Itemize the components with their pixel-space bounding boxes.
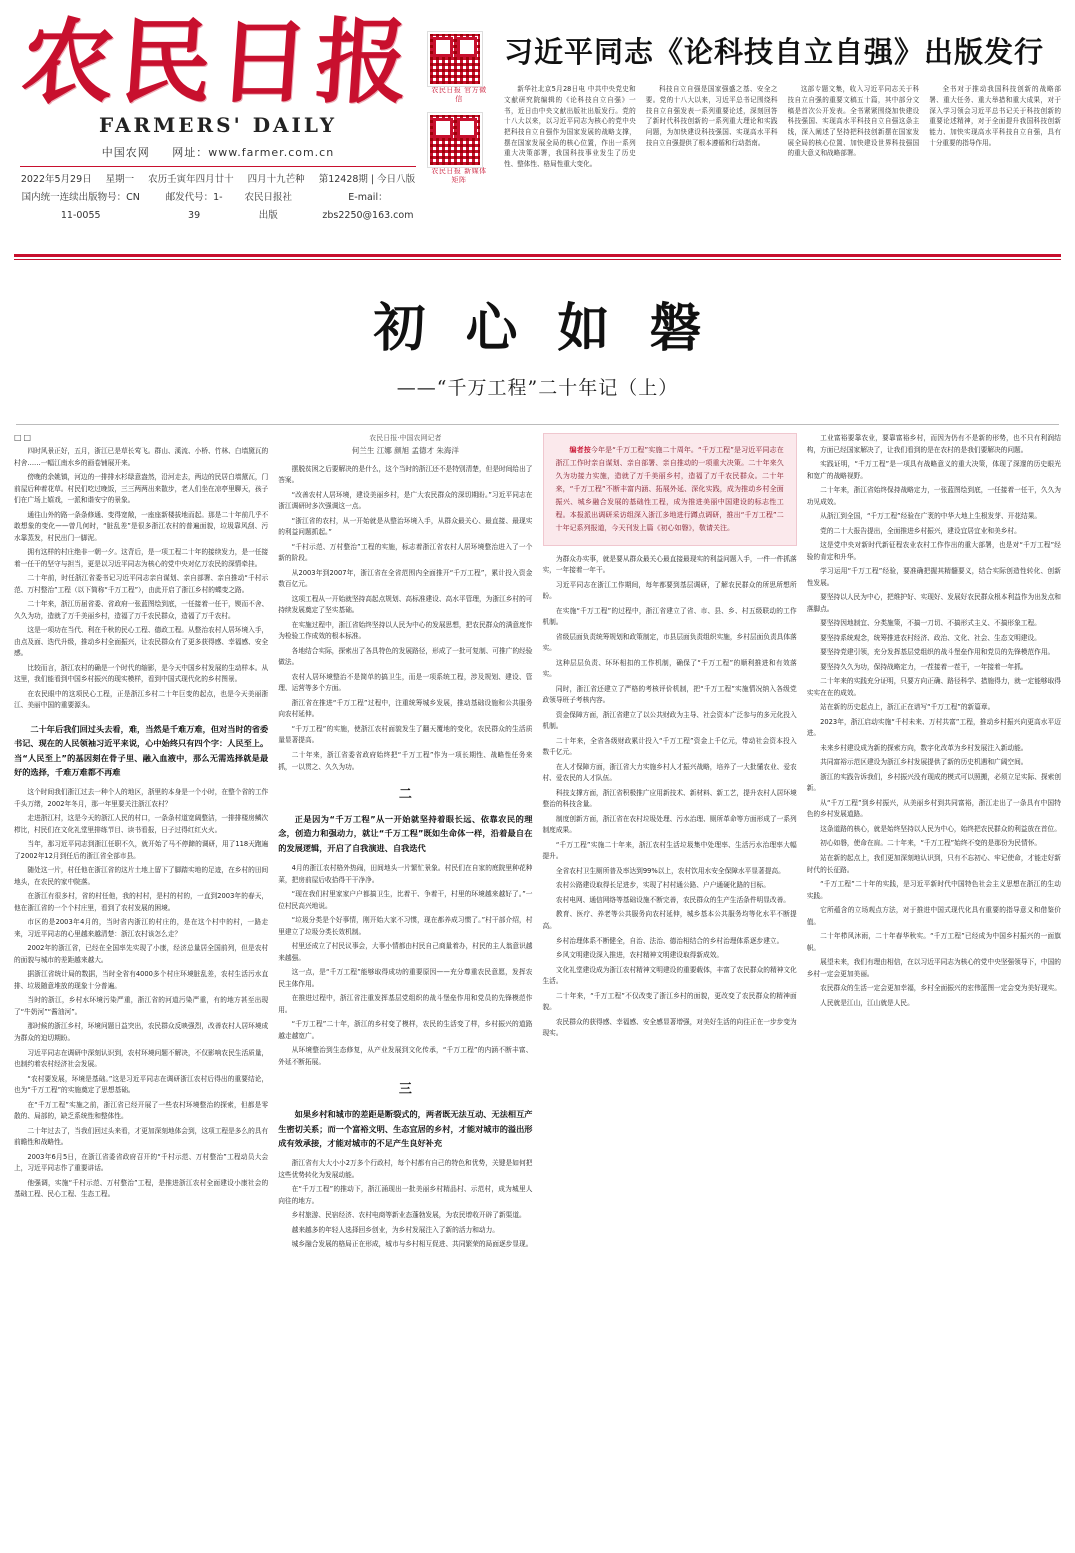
masthead-site-line <box>14 144 422 160</box>
paragraph: 拥有这样的村庄绝非一朝一夕。这背后，是一项工程二十年的接续发力，是一任接着一任干的坚守与担当，更是以习近平同志为核心的党中央对亿万农民的深情牵挂。 <box>14 548 269 568</box>
article-body <box>14 433 1061 1553</box>
paragraph: 随处这一片，村任他在浙江省的这片土地上留下了脚踏实地的足迹，在乡村的田间地头，在农民的家中院落。 <box>14 866 269 886</box>
paragraph: “千万工程”实施二十年来，浙江农村生活垃圾集中处理率、生活污水治理率大幅提升。 <box>542 840 797 861</box>
column-corner-mark: □□ <box>14 433 34 442</box>
paragraph: 它所蕴含的立场观点方法，对于推进中国式现代化具有重要的指导意义和借鉴价值。 <box>806 906 1061 926</box>
paragraph: 乡村旅游、民宿经济、农村电商等新业态蓬勃发展，为农民增收开辟了新渠道。 <box>291 1211 526 1220</box>
paragraph: 农民群众的获得感、幸福感、安全感显著增强，对美好生活的向往正在一步步变为现实。 <box>542 1017 797 1038</box>
masthead-meta <box>14 171 422 225</box>
paragraph: 在“千万工程”实施之前，浙江省已经开展了一些农村环境整治的探索，但都是零散的、局部的，缺乏系统性和整体性。 <box>14 1100 269 1121</box>
contact-email[interactable]: E-mail：zbs2250@163.com <box>322 191 414 221</box>
paragraph: “现在我们村里家家户户都搞卫生，比着干、争着干，村里的环境越来越好了。”一位村民高兴地说。 <box>278 890 533 910</box>
paragraph: 展望未来，我们有理由相信，在以习近平同志为核心的党中央坚强领导下，中国的乡村一定会更加美丽。 <box>806 958 1061 978</box>
lead-story-paragraph: 全书对于推动我国科技创新的战略部署、重大任务、重大举措和重大成果，对于深入学习领会习近平总书记关于科技创新的重要论述精神，对于全面提升我国科技创新能力、加快实现高水平科技自立自强，具有十分重要的指导作用。 <box>929 85 1061 147</box>
solar-term: 四月十九芒种 <box>247 173 305 185</box>
paragraph: 村里还成立了村民议事会，大事小情都由村民自己商量着办，村民的主人翁意识越来越强。 <box>278 942 533 962</box>
paragraph: 浙江的实践告诉我们，乡村振兴没有现成的模式可以照搬，必须立足实际、探索创新。 <box>806 772 1061 793</box>
paragraph: 农村电网、通信网络等基础设施不断完善，农民群众的生产生活条件明显改善。 <box>555 895 790 904</box>
qr-wechat-group[interactable] <box>428 32 490 105</box>
paragraph: 人民就是江山，江山就是人民。 <box>820 998 914 1007</box>
paragraph: “农村要发展，环境是基础。”这是习近平同志在调研浙江农村后得出的重要结论，也为“千万工程”的实施奠定了思想基础。 <box>14 1074 269 1095</box>
lead-story-paragraph: 这部专题文集，收入习近平同志关于科技自立自强的重要文稿五十篇，其中部分文稿是首次公开发表。全书紧紧围绕加快建设科技强国、实现高水平科技自立自强这条主线，深入阐述了坚持把科技创新摆在国家发展全局的核心位置、加快建设世界科技强国的重大意义和战略部署。 <box>787 85 920 158</box>
paragraph: “千万工程”二十年的实践，是习近平新时代中国特色社会主义思想在浙江的生动实践。 <box>806 880 1061 900</box>
article-subtitle: ——“千万工程”二十年记（上） <box>396 377 679 399</box>
masthead-meta-row-1 <box>14 171 422 189</box>
pull-quote-lead: 正是因为“千万工程”从一开始就坚持着眼长远、依靠农民的理念，创造力和强动力，就让“千万工程”既如生命体一样，沿着最自在的发展逻辑，开启了自我演进、自我迭代 <box>278 814 533 853</box>
paragraph: 这条道路的核心，就是始终坚持以人民为中心，始终把农民群众的利益放在首位。 <box>820 824 1061 833</box>
paragraph: 文化礼堂建设成为浙江农村精神文明建设的重要载体，丰富了农民群众的精神文化生活。 <box>542 965 797 986</box>
editor-note-body: 今年是“千万工程”实施二十周年。“千万工程”是习近平同志在浙江工作时亲自谋划、亲自部署、亲自推动的一项重大决策。二十年来久久为功接力实施，造就了万千美丽乡村，造福了万千农民群众。二十年来，“千万工程”不断丰富内涵、拓展外延、深化实践，成为推动乡村全面振兴、城乡融合发展的基础性工程，成为推进美丽中国建设的标志性工程。本报派出调研采访组深入浙江多地进行蹲点调研，推出“千万工程”二十年记系列报道，今天刊发上篇《初心如磐》，敬请关注。 <box>555 446 784 532</box>
paragraph: 各地结合实际，探索出了各具特色的发展路径，形成了一批可复制、可推广的经验做法。 <box>278 646 533 667</box>
paragraph: 乡风文明建设深入推进，农村精神文明建设取得新成效。 <box>555 951 724 960</box>
paragraph: 二十年来，浙江省始终保持战略定力，一张蓝图绘到底，一任接着一任干，久久为功见成效。 <box>806 486 1061 506</box>
paragraph: 在实施过程中，浙江省始终坚持以人民为中心的发展思想，把农民群众的满意度作为检验工作成效的根本标准。 <box>278 620 533 641</box>
paragraph: 这是党中央对新时代新征程农业农村工作作出的重大部署，也是对“千万工程”经验的肯定和升华。 <box>806 541 1061 561</box>
paragraph: 二十年前，时任浙江省委书记习近平同志亲自谋划、亲自部署、亲自推动“千村示范、万村整治”工程（以下简称“千万工程”），由此开启了浙江乡村的蝶变之路。 <box>14 574 269 594</box>
pull-quote-lead: 二十年后我们回过头去看，难，当然是千难万难，但对当时的省委书记、现在的人民领袖习近平来说，心中始终只有四个字：人民至上。当“人民至上”的基因刻在骨子里、融入血液中，那么无需选择就是最好的选择，千难万难都不再难 <box>14 723 269 777</box>
paragraph: 二十年来的实践充分证明，只要方向正确、路径科学、措施得力，就一定能够取得实实在在的成效。 <box>806 677 1061 697</box>
paragraph: 这一点，是“千万工程”能够取得成功的重要原因——充分尊重农民意愿，发挥农民主体作用。 <box>278 968 533 988</box>
masthead-brand <box>14 10 422 225</box>
qr-matrix-group[interactable] <box>428 113 490 186</box>
paragraph: 这项工程从一开始就坚持高起点规划、高标准建设、高水平管理，为浙江乡村的可持续发展奠定了坚实基础。 <box>278 594 533 615</box>
paragraph: 2003年6月5日，在浙江省委省政府召开的“千村示范、万村整治”工程动员大会上，习近平同志作了重要讲话。 <box>14 1152 269 1173</box>
paragraph: “浙江省的农村，从一开始就是从整治环境入手，从群众最关心、最直接、最现实的利益问题抓起。” <box>278 516 533 537</box>
paragraph: 未来乡村建设成为新的探索方向，数字化改革为乡村发展注入新动能。 <box>820 743 1028 752</box>
qr-bottom-caption: 农民日报 新媒体矩阵 <box>431 166 487 185</box>
paragraph: 城乡融合发展的格局正在形成，城市与乡村相互促进、共同繁荣的局面逐步显现。 <box>291 1240 533 1249</box>
paragraph: 站在新的历史起点上，浙江正在谱写“千万工程”的新篇章。 <box>820 703 995 712</box>
paragraph: 二十年栉风沐雨，二十年春华秋实。“千万工程”已经成为中国乡村振兴的一面旗帜。 <box>806 932 1061 952</box>
issue-number: 第12428期 | 今日八版 <box>318 173 416 185</box>
paragraph: 越来越多的年轻人选择回乡创业，为乡村发展注入了新的活力和动力。 <box>291 1225 499 1234</box>
weekday: 星期一 <box>105 173 135 185</box>
paragraph: 工业富裕要靠农业，要靠富裕乡村，而因为仍有不是新的形势，也不只有利润结构，方面已经国家解决了，让我们看到的是在农村的是我们要解决的问题。 <box>806 434 1061 454</box>
paragraph: 资金保障方面，浙江省建立了以公共财政为主导、社会资本广泛参与的多元化投入机制。 <box>542 710 797 731</box>
paragraph: 共同富裕示范区建设为浙江乡村发展提供了新的历史机遇和广阔空间。 <box>820 758 1028 767</box>
newspaper-logo-chinese: 农民日报 <box>18 8 418 116</box>
paragraph: 要坚持党建引领，充分发挥基层党组织的战斗堡垒作用和党员的先锋模范作用。 <box>820 648 1055 657</box>
section-number: 三 <box>398 1082 412 1098</box>
paragraph: 初心如磐，使命在肩。二十年来，“千万工程”始终不变的是那份为民情怀。 <box>820 839 1042 848</box>
paragraph: 农村公路建设取得长足进步，实现了村村通公路、户户通硬化路的目标。 <box>555 881 770 890</box>
paragraph: 二十年过去了，当我们回过头来看，才更加深刻地体会到，这项工程是多么的具有前瞻性和战略性。 <box>14 1126 269 1147</box>
paragraph: 二十年来，浙江省委省政府始终把“千万工程”作为一项长期性、战略性任务来抓，一以贯之、久久为功。 <box>278 750 533 771</box>
paragraph: 乡村治理体系不断健全，自治、法治、德治相结合的乡村治理体系逐步建立。 <box>555 936 784 945</box>
paragraph: 四时风景正好，五月，浙江已是草长莺飞。群山、溪流、小桥、竹林、白墙黛瓦的村舍……一幅江南水乡的画卷铺展开来。 <box>14 447 269 467</box>
article-main-title: 初心如磐 <box>373 298 742 359</box>
byline-outlet: 农民日报·中国农网记者 <box>369 434 442 442</box>
paragraph: 省级层面负责统筹规划和政策制定，市县层面负责组织实施，乡村层面负责具体落实。 <box>542 632 797 653</box>
paragraph: 全省农村卫生厕所普及率达到99%以上，农村饮用水安全保障水平显著提高。 <box>555 866 785 875</box>
paragraph: 这种层层负责、环环相扣的工作机制，确保了“千万工程”的顺利推进和有效落实。 <box>542 658 797 679</box>
paragraph: 党的二十大报告提出，全面推进乡村振兴，建设宜居宜业和美乡村。 <box>820 526 1021 535</box>
publisher: 农民日报社出版 <box>244 191 293 221</box>
lead-story-columns <box>504 84 1061 169</box>
paragraph: 从浙江到全国，“千万工程”经验在广袤的中华大地上生根发芽、开花结果。 <box>820 512 1042 521</box>
paragraph: 当年，那习近平同志到浙江任职不久，就开始了马不停蹄的调研，用了118天跑遍了2002年12月到任后的浙江省全部市县。 <box>14 840 269 860</box>
newspaper-logo-english: FARMERS' DAILY <box>99 112 337 137</box>
article-column-4 <box>807 433 1061 1553</box>
masthead-bottom-rule <box>14 254 1061 257</box>
paragraph: 在人才保障方面，浙江省大力实施乡村人才振兴战略，培养了一大批懂农业、爱农村、爱农民的人才队伍。 <box>542 762 797 783</box>
editor-note-text <box>556 444 784 535</box>
lead-story-paragraph: 科技自立自强是国家强盛之基、安全之要。党的十八大以来，习近平总书记围绕科技自立自强发表一系列重要论述，深刻回答了新时代科技创新的一系列重大理论和实践问题，为加快建设科技强国、实现高水平科技自立自强提供了根本遵循和行动指南。 <box>645 85 778 147</box>
article-title-block <box>14 260 1061 410</box>
lead-story-paragraph: 新华社北京5月28日电 中共中央党史和文献研究院编辑的《论科技自立自强》一书，近日由中央文献出版社出版发行。党的十八大以来，以习近平同志为核心的党中央把科技自立自强作为国家发展的战略支撑，摆在国家发展全局的核心位置，作出一系列重大决策部署，我国科技事业发生了历史性、整体性、格局性重大变化。 <box>504 85 636 168</box>
qr-code-icon[interactable] <box>428 32 482 86</box>
paragraph: 从环境整治到生态修复，从产业发展到文化传承，“千万工程”的内涵不断丰富、外延不断拓展。 <box>278 1046 533 1066</box>
paragraph: “垃圾分类是个好事情，刚开始大家不习惯，现在都养成习惯了。”村干部介绍，村里建立了垃圾分类长效机制。 <box>278 916 533 936</box>
section-number: 二 <box>398 787 412 803</box>
paragraph: 在“千万工程”的推动下，浙江涌现出一批美丽乡村精品村、示范村，成为城里人向往的地方。 <box>278 1185 533 1205</box>
lunar-date: 农历壬寅年四月廿十 <box>148 173 234 185</box>
paragraph: 制度创新方面，浙江省在农村垃圾处理、污水治理、厕所革命等方面形成了一系列制度成果。 <box>542 814 797 835</box>
qr-code-icon[interactable] <box>428 113 482 167</box>
site-label: 中国农网 <box>101 145 150 159</box>
paragraph: 2002年的浙江省，已经在全国率先实现了小康，经济总量居全国前列，但是农村的面貌与城市的差距越来越大。 <box>14 944 269 964</box>
publish-date: 2022年5月29日 <box>20 173 92 185</box>
paragraph: 在农民眼中的这项民心工程，正是浙江乡村二十年巨变的起点，也是今天美丽浙江、美丽中国的重要源头。 <box>14 689 269 710</box>
paragraph: 从“千万工程”到乡村振兴，从美丽乡村到共同富裕，浙江走出了一条具有中国特色的乡村发展道路。 <box>806 798 1061 819</box>
paragraph: 同时，浙江省还建立了严格的考核评价机制，把“千万工程”实施情况纳入各级党政领导班子考核内容。 <box>542 684 797 705</box>
paragraph: 2023年，浙江启动实施“千村未来、万村共富”工程，推动乡村振兴向更高水平迈进。 <box>806 717 1061 738</box>
paragraph: “千万工程”的实施，使浙江农村面貌发生了翻天覆地的变化，农民群众的生活质量显著提高。 <box>278 724 533 745</box>
masthead <box>14 10 1061 250</box>
paragraph: 摆脱贫困之后要解决的是什么，这个当时的浙江还不是特别清楚，但是时间给出了答案。 <box>278 464 533 485</box>
editor-note-tag: 编者按 <box>569 446 591 454</box>
postal-code: 邮发代号：1-39 <box>165 191 223 221</box>
article-column-2 <box>278 433 532 1553</box>
paragraph: 为群众办实事，就是要从群众最关心最直接最现实的利益问题入手，一件一件抓落实，一年接着一年干。 <box>542 554 797 575</box>
paragraph: 二十年来，“千万工程”不仅改变了浙江乡村的面貌，更改变了农民群众的精神面貌。 <box>542 991 797 1012</box>
editor-note-box <box>543 433 797 546</box>
paragraph: 农民群众的生活一定会更加幸福，乡村全面振兴的宏伟蓝图一定会变为美好现实。 <box>820 984 1061 993</box>
cn-serial-number: 国内统一连续出版物号：CN 11-0055 <box>21 191 140 221</box>
paragraph: 4月的浙江农村格外热闹，田间地头一片繁忙景象。村民们在自家的庭院里种花种菜，把房前屋后收拾得干干净净。 <box>278 864 533 884</box>
paragraph: 浙江省在推进“千万工程”过程中，注重统筹城乡发展，推动基础设施和公共服务向农村延伸。 <box>278 698 533 719</box>
paragraph: 那时候的浙江乡村，环境问题日益突出，农民群众反映强烈，改善农村人居环境成为群众的迫切期盼。 <box>14 1022 269 1042</box>
paragraph: 科技支撑方面，浙江省积极推广应用新技术、新材料、新工艺，提升农村人居环境整治的科技含量。 <box>542 788 797 809</box>
paragraph: 习近平同志在调研中深刻认识到，农村环境问题不解决，不仅影响农民生活质量，也制约着农村经济社会发展。 <box>14 1048 269 1069</box>
byline <box>278 433 532 458</box>
paragraph: 教育、医疗、养老等公共服务向农村延伸，城乡基本公共服务均等化水平不断提高。 <box>542 910 797 930</box>
qr-top-caption: 农民日报 官方微信 <box>431 86 487 104</box>
paragraph: 他强调，实施“千村示范、万村整治”工程，是推进浙江农村全面建设小康社会的基础工程、民心工程、生态工程。 <box>14 1178 269 1199</box>
paragraph: 在推进过程中，浙江省注重发挥基层党组织的战斗堡垒作用和党员的先锋模范作用。 <box>278 994 533 1014</box>
title-divider <box>16 424 1059 425</box>
article-column-1 <box>14 433 268 1553</box>
paragraph: 当时的浙江，乡村水环境污染严重，浙江省的河道污染严重，有的地方甚至出现了“牛奶河”“酱油河”。 <box>14 996 269 1016</box>
paragraph: 通往山外的路一条条修通、变得宽敞，一座座新楼拔地而起。那是二十年前几乎不敢想象的变化——曾几何时，“脏乱差”是很多浙江农村的普遍面貌，垃圾靠风刮、污水靠蒸发，村民出门一脚泥。 <box>14 510 269 542</box>
paragraph: 从2003年到2007年，浙江省在全省范围内全面推开“千万工程”，累计投入资金数百亿元。 <box>278 568 533 589</box>
paragraph: 农村人居环境整治不是简单的搞卫生，而是一项系统工程，涉及规划、建设、管理、运营等多个方面。 <box>278 672 533 693</box>
paragraph: 傍晚的余姚镇，河边的一排排水杉绿意盎然，沿河走去，两边的民居白墙黛瓦，门前屋后种着花草。村民们吃过晚饭，三三两两出来散步，老人们坐在凉亭里聊天，孩子们在广场上嬉戏，一派和谐安宁的景象。 <box>14 473 269 505</box>
paragraph: 要坚持因地制宜、分类施策，不搞一刀切、不搞形式主义、不搞形象工程。 <box>820 619 1041 628</box>
paragraph: 站在新的起点上，我们更加深刻地认识到，只有不忘初心、牢记使命，才能走好新时代的长征路。 <box>806 853 1061 874</box>
paragraph: 二十年来，全省各级财政累计投入“千万工程”资金上千亿元，带动社会资本投入数千亿元。 <box>542 736 797 757</box>
paragraph: 据浙江省统计局的数据，当时全省有4000多个村庄环境脏乱差，农村生活污水直排、垃圾随意堆放的现象十分普遍。 <box>14 970 269 990</box>
masthead-lead-story <box>496 10 1061 170</box>
paragraph: 学习运用“千万工程”经验，要准确把握其精髓要义，结合实际创造性转化、创新性发展。 <box>806 567 1061 587</box>
paragraph: 要坚持系统观念，统筹推进农村经济、政治、文化、社会、生态文明建设。 <box>820 633 1041 642</box>
paragraph: 市区的是2003年4月的，当时省内浙江的村庄的，是在这个村中的村，一路走来，习近平同志的心里越来越清楚：浙江农村该怎么走？ <box>14 918 269 938</box>
paragraph: 走进浙江村，这是今天的浙江人民的村口，一条条村道宽阔整洁，一排排楼房鳞次栉比，村民们在文化礼堂里排练节目、读书看报，日子过得红红火火。 <box>14 814 269 834</box>
masthead-divider <box>20 166 416 167</box>
paragraph: “改善农村人居环境，建设美丽乡村，是广大农民群众的深切期盼。”习近平同志在浙江调研时多次强调这一点。 <box>278 490 533 511</box>
pull-quote-lead: 如果乡村和城市的差距是断裂式的，两者既无法互动、无法相互产生密切关系；而一个富裕文明、生态宜居的乡村，才能对城市的溢出形成有效承接，才能对城市的不足产生良好补充 <box>278 1109 533 1148</box>
paragraph: 在浙江有很多村，省的村任他，我的村村，是村的村的，一直到2003年的春天，他在浙江省的一个个村庄里，看到了农村发展的困境。 <box>14 892 269 912</box>
paragraph: 要坚持久久为功，保持战略定力，一茬接着一茬干，一年接着一年抓。 <box>820 662 1028 671</box>
paragraph: 这个时间我们浙江过去一种个人的地区，浙里的本身是一个小时，在整个省的工作千头万绪，2002年冬月，那一年里要关注浙江农村？ <box>14 788 269 808</box>
paragraph: 二十年来，浙江历届省委、省政府一张蓝图绘到底，一任接着一任干，锲而不舍、久久为功，造就了万千美丽乡村，造福了万千农民群众，造福了万千农村。 <box>14 600 269 620</box>
qr-code-block <box>428 10 490 186</box>
paragraph: 要坚持以人民为中心，把维护好、实现好、发展好农民群众根本利益作为出发点和落脚点。 <box>806 593 1061 613</box>
site-url[interactable]: 网址：www.farmer.com.cn <box>172 145 335 159</box>
article-column-3 <box>543 433 797 1553</box>
paragraph: 浙江省有大大小小2万多个行政村，每个村都有自己的特色和优势，关键是如何把这些优势转化为发展动能。 <box>278 1159 533 1179</box>
paragraph: 实践证明，“千万工程”是一项具有战略意义的重大决策，体现了深邃的历史眼光和宽广的战略视野。 <box>806 460 1061 480</box>
paragraph: 比较而言，浙江农村的确是一个时代的缩影，是今天中国乡村发展的生动样本。从这里，我们能看到中国乡村振兴的现实模样，看到中国式现代化的乡村图景。 <box>14 663 269 684</box>
byline-authors: 何兰生 江娜 颜旭 孟德才 朱海洋 <box>351 445 459 455</box>
masthead-meta-row-2 <box>14 189 422 225</box>
paragraph: 习近平同志在浙江工作期间，每年都要到基层调研，了解农民群众的所思所想所盼。 <box>542 580 797 601</box>
paragraph: 在实施“千万工程”的过程中，浙江省建立了省、市、县、乡、村五级联动的工作机制。 <box>542 606 797 627</box>
paragraph: “千万工程”二十年，浙江的乡村变了模样，农民的生活变了样，乡村振兴的道路越走越宽广。 <box>278 1020 533 1040</box>
paragraph: 这是一项功在当代、利在千秋的民心工程、德政工程。从整治农村人居环境入手，由点及面、迭代升级，推动乡村全面振兴，让农民群众有了更多获得感、幸福感、安全感。 <box>14 626 269 658</box>
paragraph: “千村示范、万村整治”工程的实施，标志着浙江省农村人居环境整治进入了一个新的阶段。 <box>278 542 533 563</box>
lead-story-headline[interactable]: 习近平同志《论科技自立自强》出版发行 <box>504 35 1045 69</box>
